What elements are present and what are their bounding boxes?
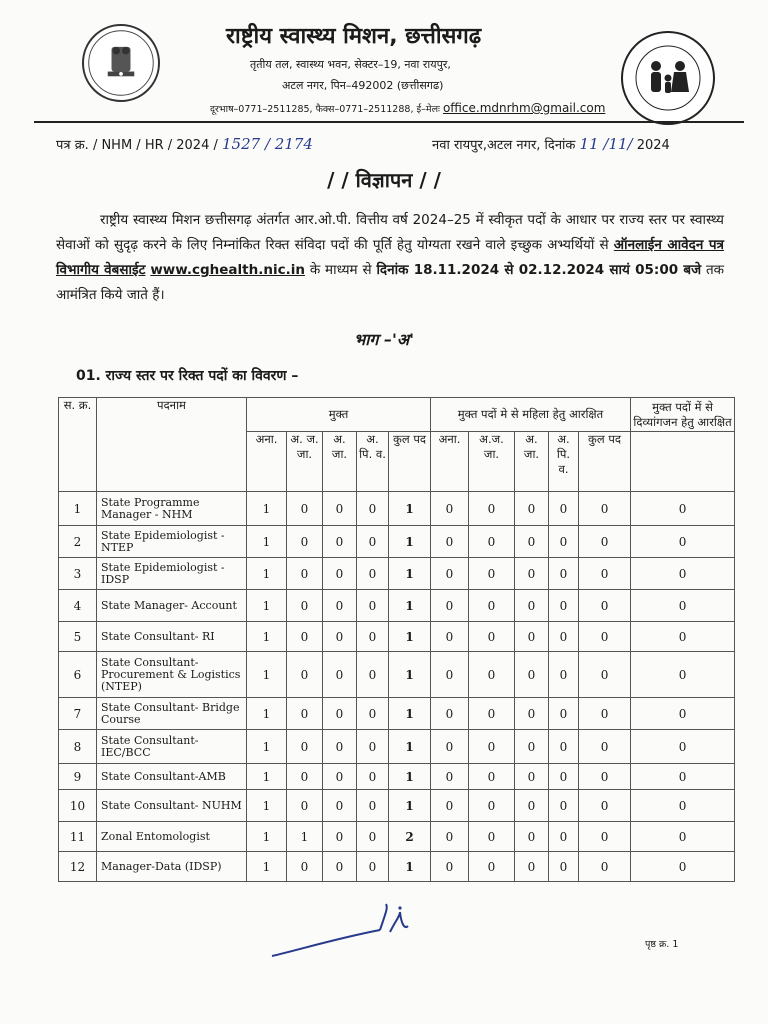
cell-women-1: 0 <box>469 790 515 822</box>
cell-divyang: 0 <box>631 590 735 622</box>
cell-open-4: 1 <box>389 652 431 698</box>
cell-divyang: 0 <box>631 698 735 730</box>
cell-women-2: 0 <box>515 852 549 882</box>
cell-post-name: State Consultant- IEC/BCC <box>97 730 247 764</box>
cell-open-3: 0 <box>357 822 389 852</box>
cell-open-0: 1 <box>247 526 287 558</box>
cell-women-1: 0 <box>469 492 515 526</box>
cell-post-name: Manager-Data (IDSP) <box>97 852 247 882</box>
cell-women-0: 0 <box>431 764 469 790</box>
cell-open-2: 0 <box>323 730 357 764</box>
cell-post-name: State Consultant- RI <box>97 622 247 652</box>
cell-open-4: 1 <box>389 558 431 590</box>
subheader-women-st: अ.ज. जा. <box>469 432 515 492</box>
para-part-2: के माध्यम से <box>309 262 372 278</box>
para-bold-link: ऑनलाईन आवेदन पत्र विभागीय वेबसाईट <box>56 237 724 278</box>
cell-women-3: 0 <box>549 652 579 698</box>
cell-open-0: 1 <box>247 558 287 590</box>
table-row <box>59 730 735 764</box>
signature-image <box>268 902 428 962</box>
cell-open-1: 0 <box>287 852 323 882</box>
cell-women-3: 0 <box>549 622 579 652</box>
cell-women-0: 0 <box>431 730 469 764</box>
cell-women-2: 0 <box>515 622 549 652</box>
cell-divyang: 0 <box>631 730 735 764</box>
table-row <box>59 622 735 652</box>
cell-open-4: 1 <box>389 698 431 730</box>
subheader-obc: अ. पि. व. <box>357 432 389 492</box>
cell-women-3: 0 <box>549 590 579 622</box>
cell-open-4: 1 <box>389 526 431 558</box>
subheader-women-obc: अ. पि. व. <box>549 432 579 492</box>
subheader-women-una: अना. <box>431 432 469 492</box>
cell-women-4: 0 <box>579 526 631 558</box>
cell-open-3: 0 <box>357 790 389 822</box>
cell-open-1: 0 <box>287 492 323 526</box>
cell-women-0: 0 <box>431 822 469 852</box>
subheader-women-total: कुल पद <box>579 432 631 492</box>
cell-open-4: 1 <box>389 492 431 526</box>
table-row <box>59 652 735 698</box>
place-and-date <box>432 135 670 153</box>
cell-women-1: 0 <box>469 764 515 790</box>
cell-women-2: 0 <box>515 822 549 852</box>
contact-line <box>210 101 605 115</box>
cell-open-3: 0 <box>357 526 389 558</box>
cell-women-1: 0 <box>469 590 515 622</box>
cell-sno: 6 <box>59 652 97 698</box>
cell-women-4: 0 <box>579 790 631 822</box>
cell-sno: 4 <box>59 590 97 622</box>
subheader-st: अ. ज. जा. <box>287 432 323 492</box>
cell-post-name: State Programme Manager - NHM <box>97 492 247 526</box>
state-emblem-logo <box>82 24 160 102</box>
email-link[interactable]: office.mdnrhm@gmail.com <box>442 101 606 115</box>
cell-women-3: 0 <box>549 730 579 764</box>
cell-divyang: 0 <box>631 558 735 590</box>
cell-women-3: 0 <box>549 790 579 822</box>
cell-open-4: 1 <box>389 790 431 822</box>
vacancy-table-body <box>59 492 735 882</box>
advertisement-title: / / विज्ञापन / / <box>327 168 441 192</box>
cell-post-name: State Consultant- Procurement & Logistics (NTEP) <box>97 652 247 698</box>
cell-post-name: State Consultant- Bridge Course <box>97 698 247 730</box>
cell-women-4: 0 <box>579 698 631 730</box>
cell-women-1: 0 <box>469 622 515 652</box>
cell-divyang: 0 <box>631 622 735 652</box>
cell-women-4: 0 <box>579 764 631 790</box>
address-line-2: अटल नगर, पिन–492002 (छत्तीसगढ) <box>282 79 444 92</box>
cell-post-name: State Epidemiologist - NTEP <box>97 526 247 558</box>
cell-sno: 1 <box>59 492 97 526</box>
header-divider <box>34 121 744 123</box>
cell-women-4: 0 <box>579 730 631 764</box>
section-heading: 01. राज्य स्तर पर रिक्त पदों का विवरण – <box>76 368 299 384</box>
table-row <box>59 492 735 526</box>
nhm-logo <box>620 30 716 126</box>
cell-post-name: State Manager- Account <box>97 590 247 622</box>
cell-women-1: 0 <box>469 698 515 730</box>
cell-women-0: 0 <box>431 526 469 558</box>
cell-women-0: 0 <box>431 622 469 652</box>
cell-open-2: 0 <box>323 764 357 790</box>
subheader-total: कुल पद <box>389 432 431 492</box>
header-sno: स. क्र. <box>59 398 97 492</box>
table-row <box>59 698 735 730</box>
cell-open-0: 1 <box>247 652 287 698</box>
cell-open-1: 0 <box>287 764 323 790</box>
cell-open-2: 0 <box>323 492 357 526</box>
cell-divyang: 0 <box>631 526 735 558</box>
cell-open-1: 0 <box>287 790 323 822</box>
cell-open-0: 1 <box>247 790 287 822</box>
cell-women-3: 0 <box>549 526 579 558</box>
cell-women-1: 0 <box>469 526 515 558</box>
cell-open-1: 1 <box>287 822 323 852</box>
cell-women-2: 0 <box>515 558 549 590</box>
cell-women-3: 0 <box>549 852 579 882</box>
contact-prefix: दूरभाष–0771–2511285, फैक्स–0771–2511288, ई–मेलः <box>210 104 440 115</box>
cell-women-4: 0 <box>579 822 631 852</box>
cell-open-0: 1 <box>247 622 287 652</box>
cell-open-4: 2 <box>389 822 431 852</box>
cell-women-4: 0 <box>579 590 631 622</box>
cell-women-1: 0 <box>469 822 515 852</box>
intro-paragraph <box>56 208 724 308</box>
cell-divyang: 0 <box>631 764 735 790</box>
cell-open-2: 0 <box>323 852 357 882</box>
table-row <box>59 764 735 790</box>
header-divyang: मुक्त पदों में से दिव्यांगजन हेतु आरक्षित <box>633 399 732 429</box>
cell-women-0: 0 <box>431 652 469 698</box>
cell-women-4: 0 <box>579 558 631 590</box>
cell-women-2: 0 <box>515 492 549 526</box>
cell-post-name: State Epidemiologist - IDSP <box>97 558 247 590</box>
header-title: राष्ट्रीय स्वास्थ्य मिशन, छत्तीसगढ़ <box>226 24 482 49</box>
cell-open-1: 0 <box>287 652 323 698</box>
reference-prefix: पत्र क्र. / NHM / HR / 2024 / <box>56 138 218 153</box>
cell-open-0: 1 <box>247 764 287 790</box>
cell-women-2: 0 <box>515 790 549 822</box>
cell-women-2: 0 <box>515 590 549 622</box>
cell-open-3: 0 <box>357 852 389 882</box>
cell-women-2: 0 <box>515 526 549 558</box>
cell-open-4: 1 <box>389 730 431 764</box>
website-link[interactable]: www.cghealth.nic.in <box>150 262 305 278</box>
cell-open-2: 0 <box>323 622 357 652</box>
cell-sno: 8 <box>59 730 97 764</box>
cell-open-4: 1 <box>389 622 431 652</box>
subheader-divyang-blank <box>631 432 735 492</box>
cell-divyang: 0 <box>631 790 735 822</box>
cell-women-2: 0 <box>515 764 549 790</box>
cell-divyang: 0 <box>631 652 735 698</box>
cell-open-1: 0 <box>287 526 323 558</box>
header-women: मुक्त पदों मे से महिला हेतु आरक्षित <box>431 398 631 432</box>
cell-women-0: 0 <box>431 698 469 730</box>
cell-women-2: 0 <box>515 698 549 730</box>
place-date-prefix: नवा रायपुर,अटल नगर, दिनांक <box>432 138 576 153</box>
table-row <box>59 852 735 882</box>
cell-open-0: 1 <box>247 492 287 526</box>
cell-open-4: 1 <box>389 590 431 622</box>
cell-women-2: 0 <box>515 652 549 698</box>
cell-sno: 7 <box>59 698 97 730</box>
cell-women-4: 0 <box>579 652 631 698</box>
table-row <box>59 558 735 590</box>
cell-open-2: 0 <box>323 558 357 590</box>
handwritten-letter-number: 1527 / 2174 <box>222 135 313 153</box>
cell-open-0: 1 <box>247 730 287 764</box>
cell-women-4: 0 <box>579 492 631 526</box>
cell-women-3: 0 <box>549 822 579 852</box>
cell-open-1: 0 <box>287 622 323 652</box>
cell-open-0: 1 <box>247 822 287 852</box>
cell-post-name: State Consultant-AMB <box>97 764 247 790</box>
cell-open-1: 0 <box>287 558 323 590</box>
subheader-sc: अ. जा. <box>323 432 357 492</box>
cell-open-3: 0 <box>357 652 389 698</box>
cell-open-3: 0 <box>357 558 389 590</box>
cell-open-0: 1 <box>247 698 287 730</box>
subheader-women-sc: अ. जा. <box>515 432 549 492</box>
header-post: पदनाम <box>97 398 247 492</box>
table-row <box>59 590 735 622</box>
cell-women-4: 0 <box>579 852 631 882</box>
cell-women-3: 0 <box>549 764 579 790</box>
cell-open-2: 0 <box>323 822 357 852</box>
cell-women-1: 0 <box>469 558 515 590</box>
header-divyang-top <box>631 398 735 432</box>
para-part-3: तक आमंत्रित किये जाते हैं। <box>56 262 725 303</box>
cell-open-3: 0 <box>357 622 389 652</box>
cell-open-4: 1 <box>389 852 431 882</box>
table-row <box>59 526 735 558</box>
cell-divyang: 0 <box>631 492 735 526</box>
cell-sno: 11 <box>59 822 97 852</box>
cell-open-2: 0 <box>323 698 357 730</box>
cell-open-3: 0 <box>357 492 389 526</box>
cell-women-3: 0 <box>549 698 579 730</box>
cell-open-2: 0 <box>323 652 357 698</box>
para-part-1: राष्ट्रीय स्वास्थ्य मिशन छत्तीसगढ़ अंतर्गत आर.ओ.पी. वित्तीय वर्ष 2024–25 में स्वीकृत पदों के आधार पर राज्य स्तर पर स्वास्थ्य सेवाओं को सुदृढ़ करने के लिए निम्नांकित रिक्त संविदा पदों की पूर्ति हेतु योग्यता रखने वाले इच्छुक अभ्यर्थियों से <box>56 212 724 253</box>
cell-open-2: 0 <box>323 526 357 558</box>
cell-women-0: 0 <box>431 852 469 882</box>
ashoka-emblem-icon <box>84 26 158 100</box>
cell-open-3: 0 <box>357 730 389 764</box>
cell-sno: 2 <box>59 526 97 558</box>
cell-post-name: Zonal Entomologist <box>97 822 247 852</box>
reference-number <box>56 135 313 153</box>
handwritten-date: 11 /11/ <box>579 135 633 153</box>
part-heading: भाग –'अ' <box>354 330 414 349</box>
cell-women-3: 0 <box>549 492 579 526</box>
cell-women-1: 0 <box>469 730 515 764</box>
cell-women-0: 0 <box>431 558 469 590</box>
cell-open-3: 0 <box>357 764 389 790</box>
header-open: मुक्त <box>247 398 431 432</box>
cell-sno: 12 <box>59 852 97 882</box>
cell-women-3: 0 <box>549 558 579 590</box>
cell-sno: 5 <box>59 622 97 652</box>
cell-women-4: 0 <box>579 622 631 652</box>
cell-open-3: 0 <box>357 590 389 622</box>
cell-open-2: 0 <box>323 590 357 622</box>
cell-sno: 9 <box>59 764 97 790</box>
cell-women-0: 0 <box>431 492 469 526</box>
nhm-family-logo-icon <box>620 30 716 126</box>
cell-divyang: 0 <box>631 822 735 852</box>
date-year: 2024 <box>636 138 670 153</box>
cell-open-0: 1 <box>247 590 287 622</box>
cell-open-4: 1 <box>389 764 431 790</box>
cell-open-1: 0 <box>287 730 323 764</box>
cell-open-1: 0 <box>287 590 323 622</box>
cell-open-2: 0 <box>323 790 357 822</box>
page-number: पृष्ठ क्र. 1 <box>645 939 679 950</box>
cell-sno: 3 <box>59 558 97 590</box>
para-dates: दिनांक 18.11.2024 से 02.12.2024 सायं 05:00 बजे <box>376 262 702 278</box>
table-row <box>59 790 735 822</box>
cell-sno: 10 <box>59 790 97 822</box>
cell-women-1: 0 <box>469 852 515 882</box>
table-row <box>59 822 735 852</box>
cell-divyang: 0 <box>631 852 735 882</box>
cell-open-1: 0 <box>287 698 323 730</box>
vacancy-table <box>58 397 735 882</box>
cell-women-1: 0 <box>469 652 515 698</box>
cell-open-3: 0 <box>357 698 389 730</box>
cell-post-name: State Consultant- NUHM <box>97 790 247 822</box>
address-line-1: तृतीय तल, स्वास्थ्य भवन, सेक्टर–19, नवा रायपुर, <box>250 58 451 71</box>
cell-women-0: 0 <box>431 590 469 622</box>
subheader-una: अना. <box>247 432 287 492</box>
cell-women-0: 0 <box>431 790 469 822</box>
cell-women-2: 0 <box>515 730 549 764</box>
cell-open-0: 1 <box>247 852 287 882</box>
